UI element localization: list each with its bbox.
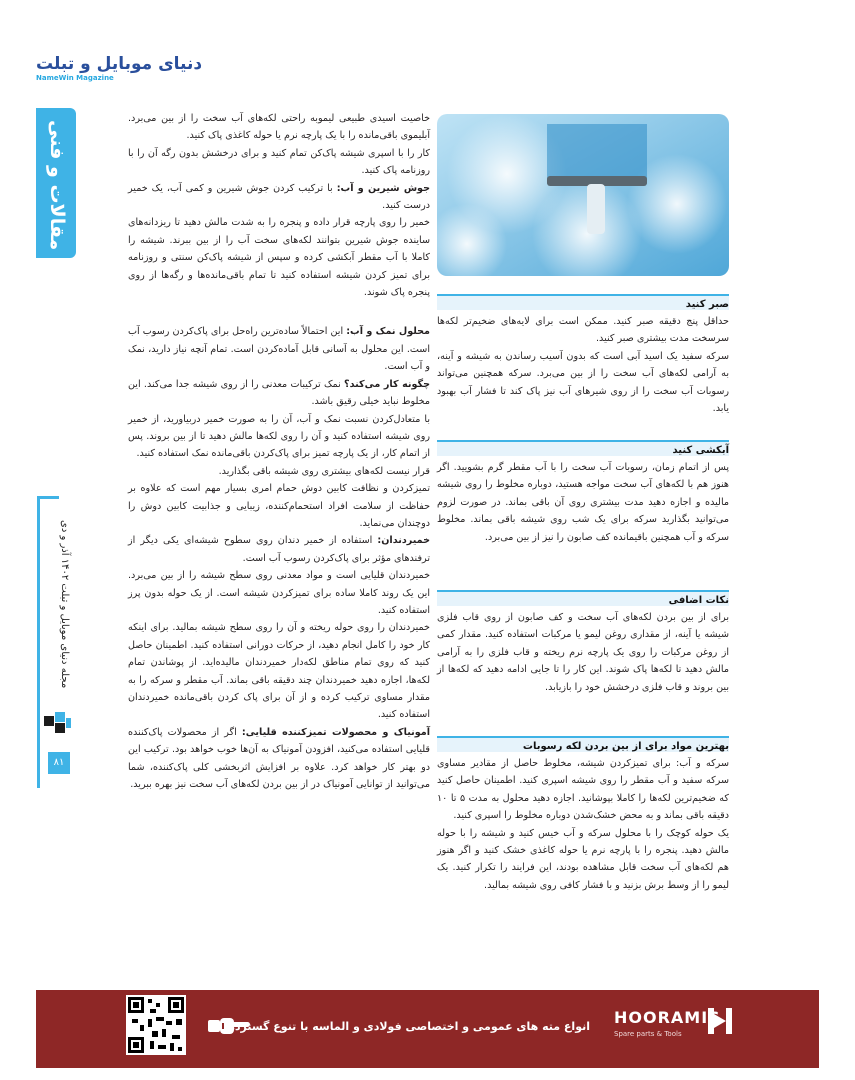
paragraph: سرکه و آب: برای تمیزکردن شیشه، مخلوط حاصل از مقادیر مساوی سرکه سفید و آب مقطر را روی شیشه اسپری کنید. اطمینان حاصل کنید که ضخیم‌ترین لکه‌ها را کاملا بپوشانید. اجازه دهید محلول به مدت ۵ تا ۱۰ دقیقه باقی بماند و به محض خشک‌شدن دوباره مخلوط را اسپری کنید. bbox=[437, 758, 729, 822]
paragraph: خمیردندان: استفاده از خمیر دندان روی سطوح شیشه‌ای یکی دیگر از ترفندهای مؤثر برای پاک‌کردن رسوب آب است. bbox=[128, 535, 430, 564]
paragraph: یک حوله کوچک را با محلول سرکه و آب خیس کنید و شیشه را با حوله مالش دهید. پنجره را با پارچه نرم یا حوله کاغذی خشک کنید و اگر هنوز هم لکه‌های آب سخت قابل مشاهده بودند، این فرایند را تکرار کنید. یک لیمو را از وسط برش بزنید و با فشار کافی روی شیشه بمالید. bbox=[437, 827, 729, 891]
paragraph: با متعادل‌کردن نسبت نمک و آب، آن را به صورت خمیر دربیاورید، از خمیر روی شیشه استفاده کنید و آن را روی لکه‌ها مالش دهید تا از بین بروند. پس از اتمام کار، از یک پارچه تمیز برای پاک‌کردن باقی‌مانده نمک استفاده کنید. bbox=[128, 413, 430, 460]
paragraph: آمونیاک و محصولات تمیزکننده قلیایی: اگر از محصولات پاک‌کننده قلیایی استفاده می‌کنید، افزودن آمونیاک به آن‌ها خوب خواهد بود. ترکیب این دو بهتر کار خواهد کرد. علاوه بر افزایش اثربخشی کلی پاک‌کننده، شما می‌توانید از توانایی آمونیاک در از بین بردن لکه‌های آب سخت نیز بهره ببرید. bbox=[128, 726, 430, 791]
paragraph: خمیر را روی پارچه قرار داده و پنجره را به شدت مالش دهید تا ریزدانه‌های ساینده جوش شیرین بتوانند لکه‌های سخت آب را از بین ببرند. شیشه را کاملا با آب مقطر آبکشی کرده و سپس از شیشه پاک‌کن سنتی و روزنامه برای تمیز کردن شیشه استفاده کنید تا تمام باقی‌مانده‌ها و رگه‌ها از روی پنجره پاک شوند. bbox=[128, 217, 430, 299]
section-heading: صبر کنید bbox=[685, 299, 729, 310]
section-extra-tips bbox=[437, 590, 729, 696]
paragraph: تمیزکردن و نظافت کابین دوش حمام امری بسیار مهم است که علاوه بر حفاظت از سلامت افراد استحمام‌کننده، زیبایی و جذابیت کابین دوش را دوچندان می‌نماید. bbox=[128, 483, 430, 529]
section-best-materials bbox=[437, 736, 729, 894]
paragraph: خمیردندان قلیایی است و مواد معدنی روی سطح شیشه را از بین می‌برد. این یک روند کاملا ساده برای تمیزکردن شیشه است. از یک حوله بدون پرز استفاده کنید. bbox=[128, 570, 430, 616]
side-rule-top bbox=[37, 496, 59, 499]
paragraph: سرکه سفید یک اسید آبی است که بدون آسیب رساندن به شیشه و آینه، به آرامی لکه‌های آب سخت را از بین می‌برد. سرکه همچنین می‌تواند رسوبات آب سخت را از روی شیرهای آب نیز پاک کند تا فشار آب بهبود یابد. bbox=[437, 350, 729, 415]
footer-brand: HOORAMIS bbox=[614, 1008, 721, 1027]
magazine-subtitle: NameWin Magazine bbox=[36, 74, 114, 82]
page-number: ۸۱ bbox=[48, 752, 70, 774]
left-column bbox=[128, 110, 430, 793]
issue-text: مجله دنیای موبایل و تبلت ۱۴۰۲ آذر و دی bbox=[59, 520, 70, 689]
section-heading: بهترین مواد برای از بین بردن لکه رسوبات bbox=[522, 741, 729, 752]
category-label: مقالات و فنی bbox=[46, 119, 68, 251]
paragraph: محلول نمک و آب: این احتمالاً ساده‌ترین راه‌حل برای پاک‌کردن رسوب آب است. این محلول به آسانی قابل آماده‌کردن است. تمام آنچه نیاز دارید، نمک و آب است. bbox=[128, 326, 430, 373]
paragraph: خاصیت اسیدی طبیعی لیموبه راحتی لکه‌های آب سخت را از بین می‌برد. آبلیموی باقی‌مانده را با یک پارچه نرم یا حوله کاغذی پاک کنید. bbox=[128, 113, 430, 142]
footer-slogan: انواع مته های عمومی و اختصاصی فولادی و الماسه با تنوع گسترده bbox=[228, 1020, 590, 1033]
paragraph: خمیردندان را روی حوله ریخته و آن را روی سطح شیشه بمالید. برای اینکه کار خود را کامل انجام دهید، از حرکات دورانی استفاده کنید. اطمینان حاصل کنید که روی تمام مناطق لکه‌دار خمیردندان مالیده‌اید. از پوشاندن تمام لکه‌ها، اجازه دهید خمیردندان چند دقیقه باقی بماند. آب مقطر و سرکه را به مقدار مساوی ترکیب کرده و از آن برای پاک کردن باقی‌مانده خمیردندان استفاده کنید. bbox=[128, 622, 430, 721]
window-cleaning-photo bbox=[437, 114, 729, 276]
side-rule bbox=[37, 496, 40, 788]
paragraph: چگونه کار می‌کند؟ نمک ترکیبات معدنی را از روی شیشه جدا می‌کند. این مخلوط نباید خیلی رقیق باشد. bbox=[128, 378, 430, 408]
paragraph: کار را با اسپری شیشه پاک‌کن تمام کنید و برای درخشش بدون رگه آن را با روزنامه پاک کنید. bbox=[128, 147, 430, 177]
paragraph: جوش شیرین و آب: با ترکیب کردن جوش شیرین و کمی آب، یک خمیر درست کنید. bbox=[128, 182, 430, 212]
qr-code-icon[interactable] bbox=[126, 995, 186, 1055]
paragraph: برای از بین بردن لکه‌های آب سخت و کف صابون از روی قاب فلزی شیشه یا آینه، از مقداری روغن لیمو یا مرکبات استفاده کنید. مقدار کمی از روغن مرکبات را روی یک پارچه نرم ریخته و قاب فلزی را به آرامی مالش دهید تا لکه‌ها پاک شوند. این کار را تا جایی ادامه دهید که لکه‌ها از بین بروند و قاب فلزی درخشش خود را بازیابد. bbox=[437, 612, 729, 693]
magazine-logo bbox=[36, 54, 216, 86]
magazine-brand: دنیای موبایل و تبلت bbox=[36, 54, 203, 74]
footer-tagline: Spare parts & Tools bbox=[614, 1030, 682, 1038]
spacer bbox=[128, 301, 430, 323]
paragraph: قرار نیست لکه‌های بیشتری روی شیشه باقی بگذارید. bbox=[218, 465, 430, 477]
paragraph: حداقل پنج دقیقه صبر کنید. ممکن است برای لایه‌های ضخیم‌تر لکه‌ها سرسخت مدت بیشتری صبر کنید. bbox=[437, 316, 729, 345]
paragraph: پس از اتمام زمان، رسوبات آب سخت را با آب مقطر گرم بشویید. اگر هنوز هم با لکه‌های آب سخت مواجه هستید، دوباره مخلوط را روی شیشه مالیده و اجازه دهید مدت بیشتری روی آن باقی بماند. در صورت لزوم می‌توانید بگذارید سرکه برای یک شب روی شیشه باقی بماند. مخلوط سرکه و آب همچنین باقیمانده کف صابون را نیز از بین می‌برد. bbox=[437, 462, 729, 543]
section-rinse bbox=[437, 440, 729, 546]
section-heading: نکات اضافی bbox=[668, 595, 729, 606]
section-heading: آبکشی کنید bbox=[672, 445, 729, 456]
section-wait bbox=[437, 294, 729, 417]
magazine-icon bbox=[42, 710, 72, 736]
